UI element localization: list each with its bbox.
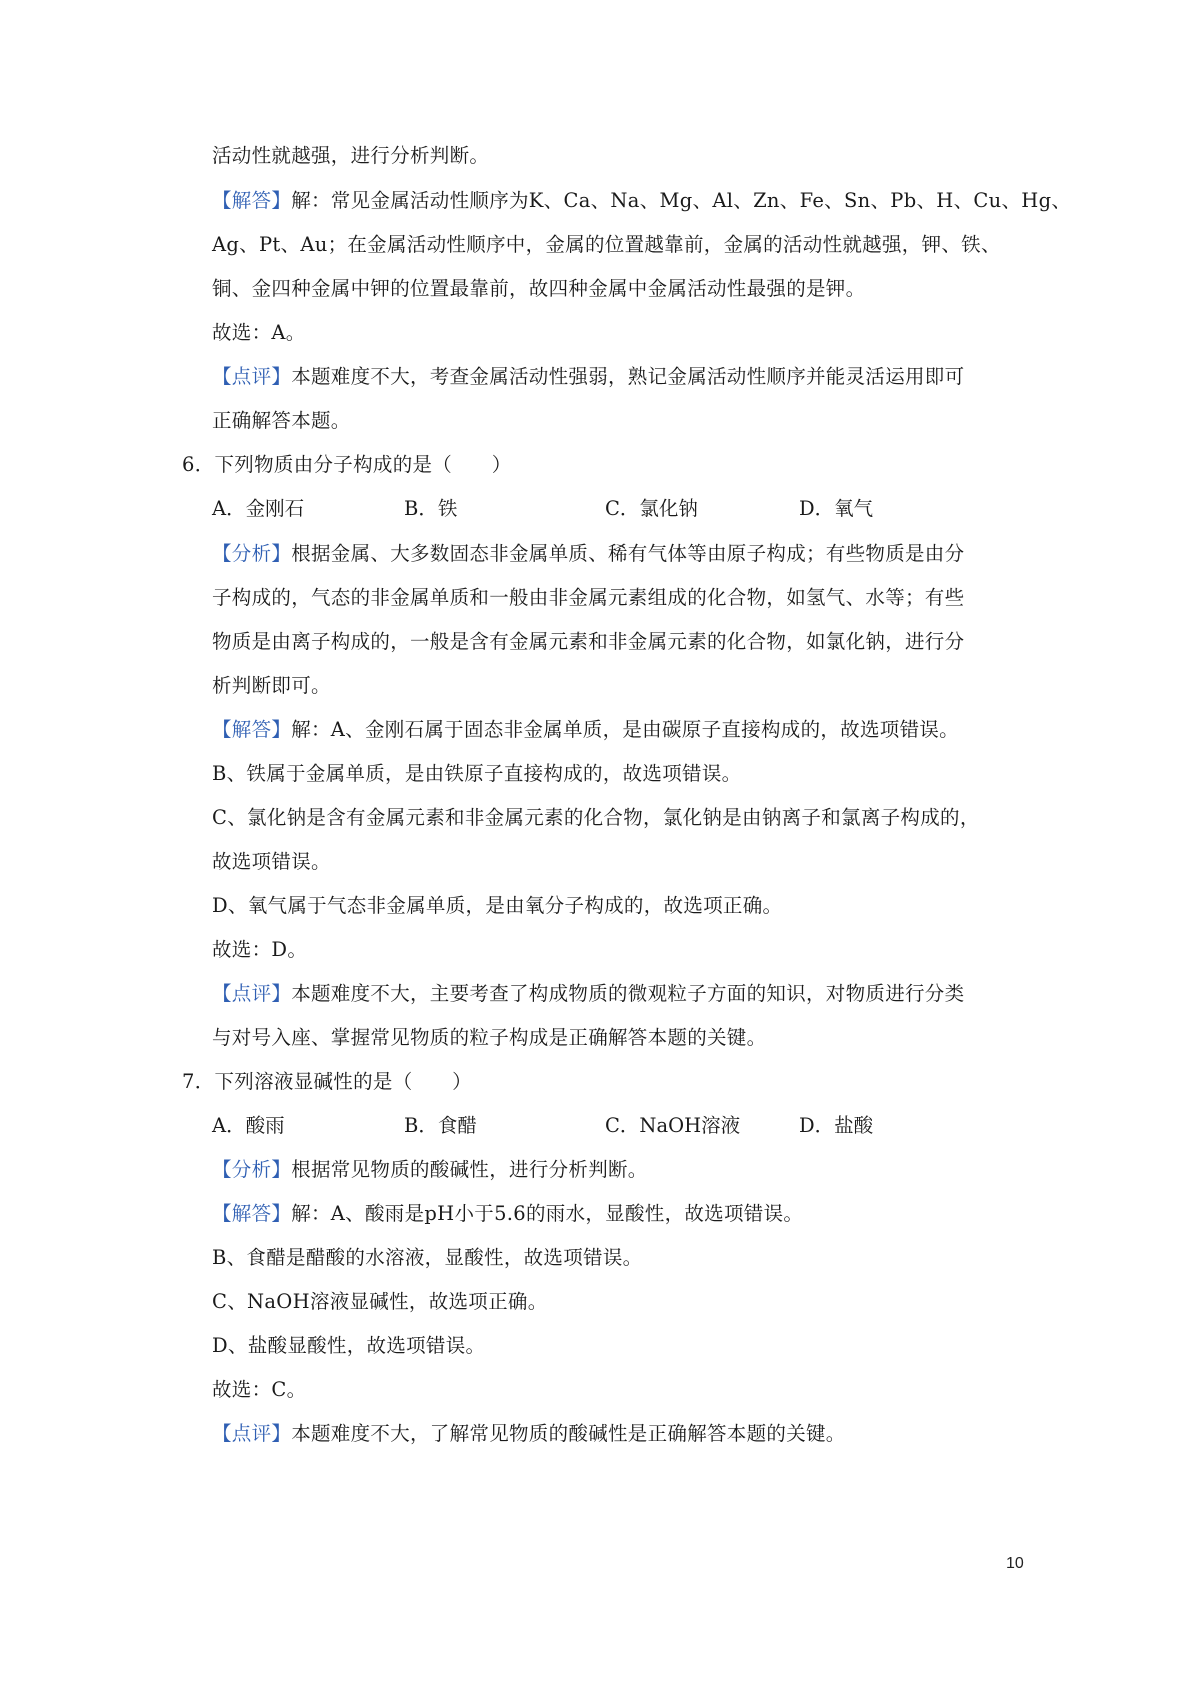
paragraph-line: C、氯化钠是含有金属元素和非金属元素的化合物，氯化钠是由钠离子和氯离子构成的， xyxy=(212,806,980,829)
answer-tag: 【解答】 xyxy=(212,1202,292,1225)
answer-line: 【解答】解：A、金刚石属于固态非金属单质，是由碳原子直接构成的，故选项错误。 xyxy=(212,718,959,741)
paragraph-line: 铜、金四种金属中钾的位置最靠前，故四种金属中金属活动性最强的是钾。 xyxy=(212,277,866,300)
paragraph-line: B、食醋是醋酸的水溶液，显酸性，故选项错误。 xyxy=(212,1246,643,1269)
option-b: B．食醋 xyxy=(404,1114,477,1137)
answer-tag: 【解答】 xyxy=(212,718,292,741)
option-a: A．金刚石 xyxy=(212,497,305,520)
paragraph-line: 物质是由离子构成的，一般是含有金属元素和非金属元素的化合物，如氯化钠，进行分 xyxy=(212,630,965,653)
option-c: C．NaOH溶液 xyxy=(605,1114,741,1137)
question-6: 6．下列物质由分子构成的是（ ） xyxy=(182,453,512,476)
paragraph-line: D、盐酸显酸性，故选项错误。 xyxy=(212,1334,486,1357)
option-d: D．盐酸 xyxy=(799,1114,874,1137)
comment-tag: 【点评】 xyxy=(212,982,292,1005)
paragraph-line: 子构成的，气态的非金属单质和一般由非金属元素组成的化合物，如氢气、水等；有些 xyxy=(212,586,965,609)
paragraph-line: Ag、Pt、Au；在金属活动性顺序中，金属的位置越靠前，金属的活动性就越强，钾、铁、 xyxy=(212,233,1001,256)
paragraph-line: 与对号入座、掌握常见物质的粒子构成是正确解答本题的关键。 xyxy=(212,1026,767,1049)
answer-line: 【解答】解：A、酸雨是pH小于5.6的雨水，显酸性，故选项错误。 xyxy=(212,1202,804,1225)
paragraph-line: 活动性就越强，进行分析判断。 xyxy=(212,144,490,167)
analysis-line: 【分析】根据常见物质的酸碱性，进行分析判断。 xyxy=(212,1158,648,1181)
choice-line: 故选：A。 xyxy=(212,321,306,344)
answer-line: 【解答】解：常见金属活动性顺序为K、Ca、Na、Mg、Al、Zn、Fe、Sn、Pb、H、Cu、Hg、 xyxy=(212,189,1072,212)
option-b: B．铁 xyxy=(404,497,458,520)
choice-line: 故选：C。 xyxy=(212,1378,307,1401)
paragraph-line: 故选项错误。 xyxy=(212,850,331,873)
comment-line: 【点评】本题难度不大，了解常见物质的酸碱性是正确解答本题的关键。 xyxy=(212,1422,846,1445)
question-7: 7．下列溶液显碱性的是（ ） xyxy=(182,1070,472,1093)
page-number: 10 xyxy=(1006,1555,1024,1572)
comment-tag: 【点评】 xyxy=(212,1422,292,1445)
option-d: D．氧气 xyxy=(799,497,874,520)
analysis-tag: 【分析】 xyxy=(212,1158,292,1181)
paragraph-line: 析判断即可。 xyxy=(212,674,331,697)
paragraph-line: 正确解答本题。 xyxy=(212,409,351,432)
comment-line: 【点评】本题难度不大，主要考查了构成物质的微观粒子方面的知识，对物质进行分类 xyxy=(212,982,965,1005)
comment-tag: 【点评】 xyxy=(212,365,292,388)
answer-tag: 【解答】 xyxy=(212,189,292,212)
paragraph-line: B、铁属于金属单质，是由铁原子直接构成的，故选项错误。 xyxy=(212,762,742,785)
option-a: A．酸雨 xyxy=(212,1114,285,1137)
comment-line: 【点评】本题难度不大，考查金属活动性强弱，熟记金属活动性顺序并能灵活运用即可 xyxy=(212,365,965,388)
option-c: C．氯化钠 xyxy=(605,497,698,520)
paragraph-line: C、NaOH溶液显碱性，故选项正确。 xyxy=(212,1290,548,1313)
analysis-tag: 【分析】 xyxy=(212,542,292,565)
paragraph-line: D、氧气属于气态非金属单质，是由氧分子构成的，故选项正确。 xyxy=(212,894,783,917)
analysis-line: 【分析】根据金属、大多数固态非金属单质、稀有气体等由原子构成；有些物质是由分 xyxy=(212,542,965,565)
choice-line: 故选：D。 xyxy=(212,938,308,961)
